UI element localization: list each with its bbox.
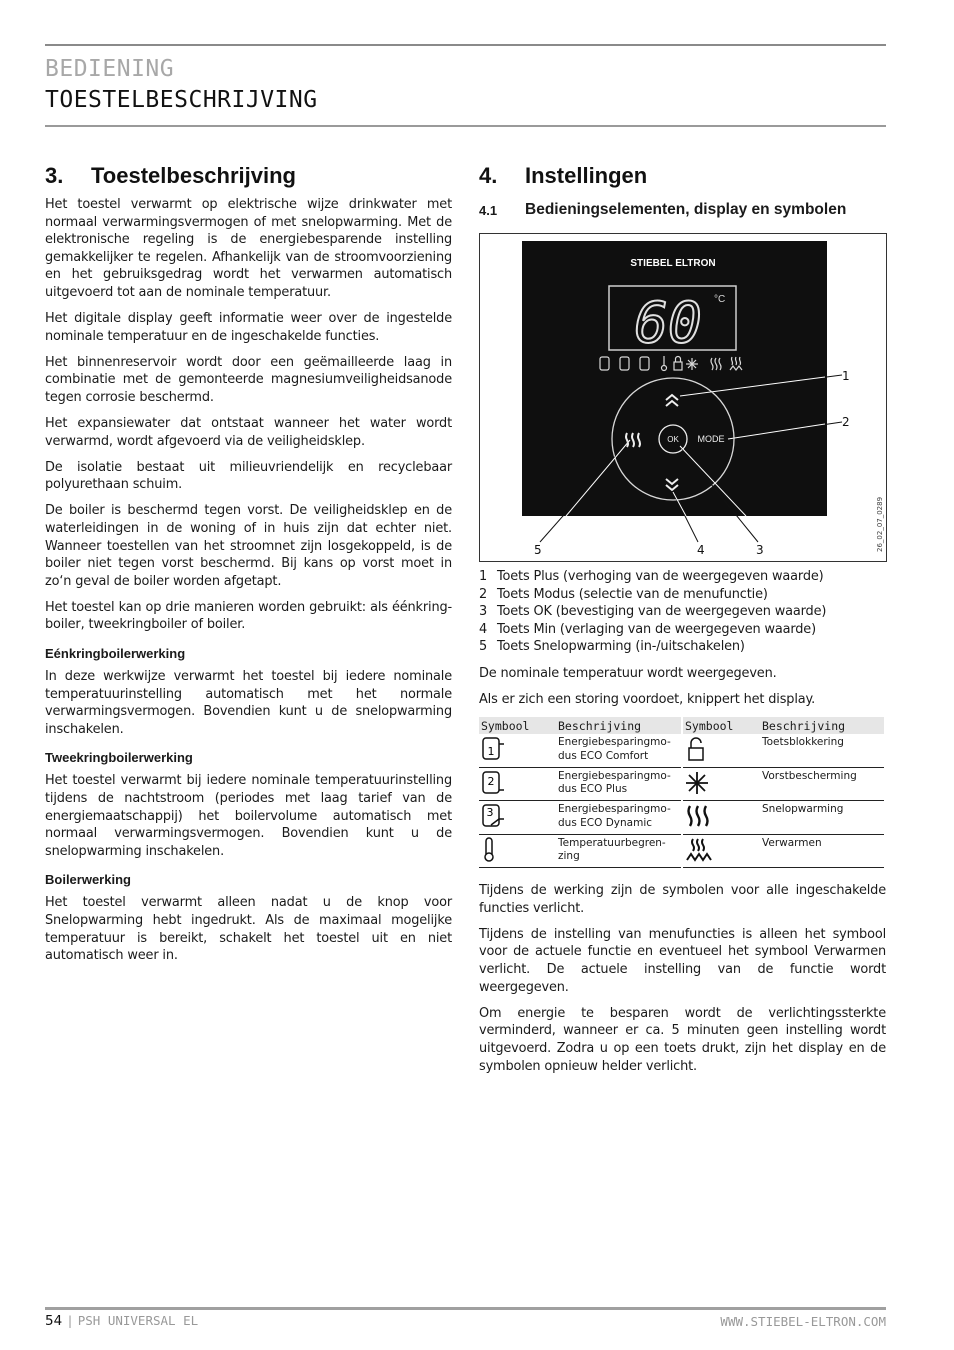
figure-legend <box>479 568 886 656</box>
header-rule <box>45 125 886 127</box>
heading-number: 4. <box>479 163 498 188</box>
subheading-single-circuit: Eénkringboilerwerking <box>45 646 186 662</box>
top-rule <box>45 44 886 46</box>
symbol-description: Verwarmen <box>760 834 884 868</box>
quick-heat-icon <box>683 801 760 835</box>
paragraph: Tijdens de werking zijn de symbolen voor alle ingeschakelde functies verlicht. <box>479 883 886 916</box>
paragraph: In deze werkwijze verwarmt het toestel bij iedere nominale temperatuurinstelling automatisch met het normale verwarmingsvermogen. Bovendien kunt u de snelopwarming inschakelen. <box>45 669 452 737</box>
symbol-table <box>479 717 884 868</box>
paragraph: Het toestel kan op drie manieren worden gebruikt: als éénkring-boiler, tweekringboiler of boiler. <box>45 599 452 633</box>
table-header: Symbool <box>683 717 760 734</box>
symbol-description: Snelopwarming <box>760 801 884 835</box>
legend-item: 2 Toets Modus (selectie van de menufunctie) <box>479 586 768 602</box>
paragraph: De boiler is beschermd tegen vorst. De veiligheidsklep en de waterleidingen in de woning of in huis zijn dat echter niet. Wanneer toestellen van het stroomnet zijn losgekoppeld, is de boiler niet tegen vorst beschermd. Bij kans op vorst moet in zo‘n geval de boiler worden afgetapt. <box>45 503 452 589</box>
symbol-description: Energiebesparingmo-dus ECO Dynamic <box>556 801 681 835</box>
callout-1: 1 <box>842 369 850 383</box>
paragraph: Het toestel verwarmt bij iedere nominale temperatuurinstelling tijdens de nachtstroom (periodes met laag tarief van de energiemaatschappij) het boilervolume automatisch met normaal verwarmingsvermogen. Bovendien kunt u de snelopwarming inschakelen. <box>45 773 452 859</box>
left-column <box>45 160 452 973</box>
header-title: TOESTELBESCHRIJVING <box>45 87 318 113</box>
paragraph: Het binnenreservoir wordt door een geëmailleerde laag in combinatie met de gemonteerde magnesiumveiligheidsanode tegen corrosie beschermd. <box>45 354 452 405</box>
callout-2: 2 <box>842 415 850 429</box>
footer-separator: | <box>66 1313 74 1328</box>
mode-label: MODE <box>697 434 725 444</box>
subheading-dual-circuit: Tweekringboilerwerking <box>45 750 193 766</box>
callout-3: 3 <box>756 543 764 557</box>
callout-5: 5 <box>534 543 542 557</box>
paragraph: Als er zich een storing voordoet, knippert het display. <box>479 692 816 708</box>
subheading-number: 4.1 <box>479 203 498 218</box>
paragraph: Het digitale display geeft informatie weer over de ingestelde nominale temperatuur en de ingeschakelde functies. <box>45 311 452 344</box>
table-row <box>479 767 884 801</box>
svg-text:2: 2 <box>487 774 495 788</box>
header-section: BEDIENING <box>45 56 175 82</box>
eco-dynamic-icon <box>479 801 556 835</box>
eco-plus-icon <box>479 767 556 801</box>
symbol-description: Vorstbescherming <box>760 767 884 801</box>
unit-celsius: °C <box>714 294 726 305</box>
symbol-description: Temperatuurbegren-zing <box>556 834 681 868</box>
control-panel-figure <box>479 233 887 562</box>
symbol-description: Toetsblokkering <box>760 734 884 767</box>
paragraph: Het expansiewater dat ontstaat wanneer het water wordt verwarmd, wordt afgevoerd via de veiligheidsklep. <box>45 416 452 449</box>
product-name: PSH UNIVERSAL EL <box>77 1313 199 1328</box>
callout-4: 4 <box>697 543 705 557</box>
subheading-boiler: Boilerwerking <box>45 872 131 888</box>
legend-item: 1 Toets Plus (verhoging van de weergegeven waarde) <box>479 569 824 584</box>
snowflake-icon <box>683 767 760 801</box>
section-heading-3 <box>45 160 452 192</box>
symbol-description: Energiebesparingmo-dus ECO Plus <box>556 767 681 801</box>
table-row <box>479 734 884 767</box>
paragraph: De isolatie bestaat uit milieuvriendelijk en recyclebaar polyurethaan schuim. <box>45 459 452 493</box>
table-header: Beschrijving <box>760 717 884 734</box>
paragraph: Het toestel verwarmt alleen nadat u de knop voor Snelopwarming hebt ingedrukt. Als de maximaal mogelijke temperatuur is bereikt, schakelt het toestel uit en niet automatisch weer in. <box>45 895 452 964</box>
svg-text:3: 3 <box>486 806 494 820</box>
footer-rule <box>45 1307 886 1310</box>
heading-number: 3. <box>45 163 64 188</box>
subsection-heading-4-1 <box>479 201 886 219</box>
lock-icon <box>683 734 760 767</box>
eco-comfort-icon <box>479 734 556 767</box>
ok-label: OK <box>667 435 679 444</box>
table-header: Symbool <box>479 717 556 734</box>
temperature-readout: 60 <box>634 291 702 356</box>
paragraph: Het toestel verwarmt op elektrische wijze drinkwater met normaal verwarmingsvermogen of met snelopwarming. Met de elektronische regeling is de energiebesparende instelling gemakkelijker te regelen. Afhankelijk van de stroomvoorziening en het gebruiksgedrag wordt het verwarmen automatisch uitgevoerd tot aan de nominale temperatuur. <box>45 197 452 300</box>
legend-item: 4 Toets Min (verlaging van de weergegeven waarde) <box>479 621 816 637</box>
legend-item: 3 Toets OK (bevestiging van de weergegeven waarde) <box>479 604 827 620</box>
page-number: 54 <box>45 1313 63 1329</box>
figure-code: 26_02_07_0289 <box>876 496 884 552</box>
table-row <box>479 801 884 835</box>
table-row <box>479 834 884 868</box>
right-column <box>479 160 886 1084</box>
paragraph: Tijdens de instelling van menufuncties is alleen het symbool voor de actuele functie en eventueel het symbool Verwarmen verlicht. De actuele instelling van de functie wordt weergegeven. <box>479 926 886 995</box>
section-heading-4 <box>479 160 886 192</box>
footer-url: WWW.STIEBEL-ELTRON.COM <box>720 1314 886 1329</box>
thermometer-icon <box>479 834 556 868</box>
subheading-text: Bedieningselementen, display en symbolen <box>525 201 847 218</box>
table-header: Beschrijving <box>556 717 681 734</box>
svg-text:1: 1 <box>487 745 495 759</box>
heating-icon <box>683 834 760 868</box>
symbol-description: Energiebesparingmo-dus ECO Comfort <box>556 734 681 767</box>
legend-item: 5 Toets Snelopwarming (in-/uitschakelen) <box>479 639 745 655</box>
paragraph: De nominale temperatuur wordt weergegeven. <box>479 665 777 681</box>
paragraph: Om energie te besparen wordt de verlichtingssterkte verminderd, wanneer er ca. 5 minuten geen instelling wordt uitgevoerd. Zodra u op een toets drukt, zijn het display en de symbolen opnieuw helder verlicht. <box>479 1005 886 1074</box>
brand-logo: STIEBEL ELTRON <box>630 258 716 269</box>
footer-left <box>45 1313 198 1329</box>
heading-text: Instellingen <box>525 163 648 188</box>
heading-text: Toestelbeschrijving <box>91 163 296 188</box>
